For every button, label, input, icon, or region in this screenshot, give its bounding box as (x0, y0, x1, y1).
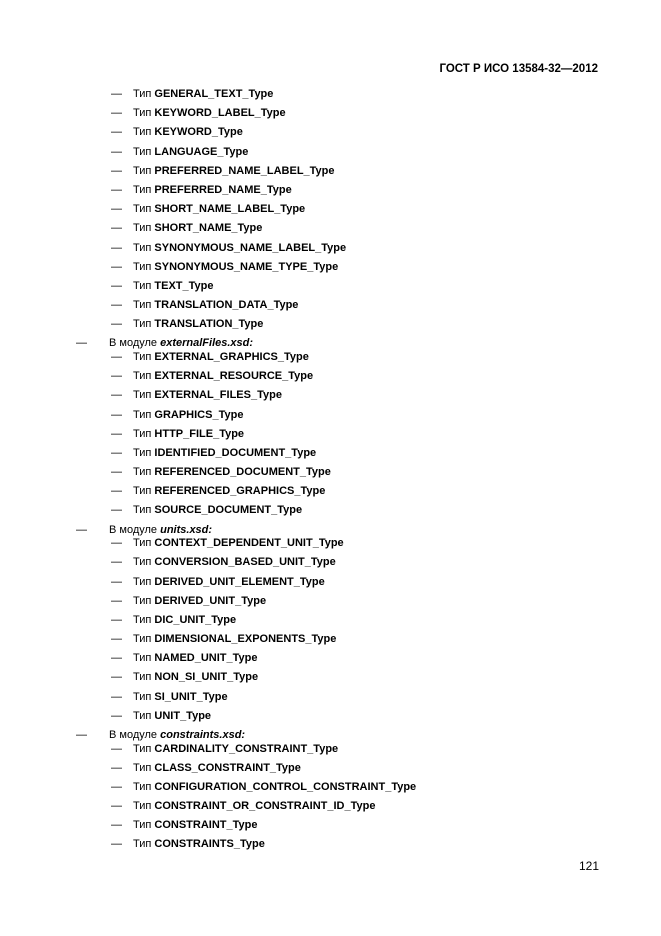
module-label (109, 728, 245, 742)
type-name: PREFERRED_NAME_Type (154, 183, 292, 196)
module-label (109, 523, 212, 537)
type-prefix: Тип (133, 780, 152, 793)
type-name: NON_SI_UNIT_Type (154, 671, 259, 684)
list-item (0, 317, 661, 336)
type-entry (133, 818, 258, 832)
list-item (0, 427, 661, 446)
type-name: CARDINALITY_CONSTRAINT_Type (154, 742, 339, 755)
type-name: CONVERSION_BASED_UNIT_Type (154, 556, 336, 569)
module-colon: : (208, 523, 213, 536)
type-prefix: Тип (133, 575, 152, 588)
list-dash: — (111, 709, 122, 722)
type-prefix: Тип (133, 126, 152, 139)
type-prefix: Тип (133, 203, 152, 216)
type-name: DERIVED_UNIT_Type (154, 594, 267, 607)
module-colon: : (241, 729, 246, 741)
type-prefix: Тип (133, 279, 152, 292)
type-name: SHORT_NAME_Type (154, 222, 263, 235)
type-entry (133, 690, 228, 704)
type-entry (133, 484, 325, 498)
type-prefix: Тип (133, 427, 152, 440)
type-prefix: Тип (133, 222, 152, 235)
list-item (0, 106, 661, 125)
list-item (0, 369, 661, 388)
type-prefix: Тип (133, 318, 152, 331)
list-item (0, 350, 661, 369)
type-name: SI_UNIT_Type (154, 690, 228, 703)
type-prefix: Тип (133, 466, 152, 479)
type-name: CONTEXT_DEPENDENT_UNIT_Type (154, 537, 344, 550)
list-dash: — (111, 466, 122, 479)
type-name: SOURCE_DOCUMENT_Type (154, 504, 303, 517)
type-prefix: Тип (133, 652, 152, 665)
list-dash: — (111, 742, 122, 755)
list-dash: — (111, 241, 122, 254)
type-entry (133, 670, 258, 684)
module-heading (0, 728, 661, 742)
type-entry (133, 145, 248, 159)
list-dash: — (111, 800, 122, 813)
type-entry (133, 503, 302, 517)
list-item (0, 503, 661, 522)
list-item (0, 298, 661, 317)
type-name: REFERENCED_DOCUMENT_Type (154, 466, 331, 479)
type-entry (133, 241, 346, 255)
type-entry (133, 221, 262, 235)
type-prefix: Тип (133, 690, 152, 703)
type-name: LANGUAGE_Type (154, 145, 249, 158)
list-item (0, 555, 661, 574)
type-entry (133, 427, 244, 441)
list-dash: — (111, 145, 122, 158)
list-item (0, 145, 661, 164)
list-item (0, 446, 661, 465)
type-entry (133, 183, 292, 197)
type-name: EXTERNAL_GRAPHICS_Type (154, 350, 309, 363)
type-entry (133, 761, 301, 775)
type-name: TEXT_Type (154, 279, 214, 292)
list-item (0, 484, 661, 503)
type-name: PREFERRED_NAME_LABEL_Type (154, 164, 335, 177)
type-name: REFERENCED_GRAPHICS_Type (154, 485, 326, 498)
module-prefix: В модуле (109, 729, 158, 741)
module-prefix: В модуле (109, 337, 158, 350)
module-label (109, 336, 253, 350)
type-entry (133, 87, 273, 101)
module-prefix: В модуле (109, 523, 158, 536)
type-name: UNIT_Type (154, 709, 212, 722)
list-item (0, 837, 661, 856)
list-item (0, 164, 661, 183)
module-heading (0, 523, 661, 537)
type-entry (133, 536, 344, 550)
type-prefix: Тип (133, 370, 152, 383)
type-name: SYNONYMOUS_NAME_LABEL_Type (154, 241, 347, 254)
type-prefix: Тип (133, 838, 152, 851)
type-prefix: Тип (133, 446, 152, 459)
list-dash: — (111, 203, 122, 216)
type-prefix: Тип (133, 260, 152, 273)
list-dash: — (111, 370, 122, 383)
type-entry (133, 651, 258, 665)
list-item (0, 183, 661, 202)
type-prefix: Тип (133, 183, 152, 196)
list-dash: — (111, 222, 122, 235)
list-dash: — (111, 780, 122, 793)
list-item (0, 575, 661, 594)
type-prefix: Тип (133, 408, 152, 421)
module-file-name: externalFiles.xsd (160, 337, 250, 350)
document-header: ГОСТ Р ИСО 13584-32—2012 (439, 63, 598, 75)
type-entry (133, 106, 286, 120)
list-dash: — (111, 299, 122, 312)
type-entry (133, 575, 325, 589)
list-item (0, 221, 661, 240)
list-dash: — (111, 537, 122, 550)
type-prefix: Тип (133, 671, 152, 684)
list-item (0, 632, 661, 651)
list-item (0, 651, 661, 670)
list-dash: — (76, 337, 87, 350)
list-dash: — (111, 556, 122, 569)
type-entry (133, 279, 214, 293)
type-entry (133, 555, 336, 569)
type-name: DIC_UNIT_Type (154, 613, 237, 626)
list-item (0, 202, 661, 221)
type-prefix: Тип (133, 88, 152, 100)
type-prefix: Тип (133, 800, 152, 813)
type-name: DERIVED_UNIT_ELEMENT_Type (154, 575, 325, 588)
type-prefix: Тип (133, 107, 152, 120)
list-dash: — (111, 819, 122, 832)
list-item (0, 709, 661, 728)
type-entry (133, 837, 265, 851)
page-number: 121 (578, 859, 599, 873)
list-item (0, 670, 661, 689)
type-prefix: Тип (133, 389, 152, 402)
module-file-name: units.xsd (160, 523, 209, 536)
module-heading (0, 336, 661, 350)
type-name: CLASS_CONSTRAINT_Type (154, 761, 301, 774)
type-name: CONFIGURATION_CONTROL_CONSTRAINT_Type (154, 780, 417, 793)
type-entry (133, 350, 309, 364)
type-entry (133, 388, 282, 402)
type-entry (133, 799, 375, 813)
type-entry (133, 298, 298, 312)
type-list (0, 87, 661, 857)
type-prefix: Тип (133, 241, 152, 254)
type-name: TRANSLATION_Type (154, 318, 264, 331)
type-name: CONSTRAINTS_Type (154, 838, 265, 851)
list-item (0, 799, 661, 818)
type-name: HTTP_FILE_Type (154, 427, 245, 440)
list-item (0, 241, 661, 260)
list-dash: — (111, 88, 122, 100)
type-name: EXTERNAL_FILES_Type (154, 389, 282, 402)
type-name: GRAPHICS_Type (154, 408, 244, 421)
type-name: KEYWORD_Type (154, 126, 243, 139)
type-entry (133, 465, 331, 479)
list-dash: — (111, 427, 122, 440)
type-name: CONSTRAINT_Type (154, 819, 258, 832)
list-dash: — (111, 107, 122, 120)
list-item (0, 818, 661, 837)
list-item (0, 87, 661, 106)
type-entry (133, 202, 305, 216)
list-item (0, 408, 661, 427)
list-dash: — (111, 652, 122, 665)
type-name: IDENTIFIED_DOCUMENT_Type (154, 446, 317, 459)
type-entry (133, 446, 316, 460)
type-entry (133, 164, 335, 178)
list-dash: — (111, 164, 122, 177)
list-item (0, 465, 661, 484)
type-prefix: Тип (133, 164, 152, 177)
list-dash: — (76, 523, 87, 536)
type-prefix: Тип (133, 709, 152, 722)
list-item (0, 260, 661, 279)
list-item (0, 279, 661, 298)
type-entry (133, 780, 416, 794)
type-entry (133, 260, 338, 274)
type-name: GENERAL_TEXT_Type (154, 88, 274, 100)
type-name: TRANSLATION_DATA_Type (154, 299, 299, 312)
list-dash: — (111, 183, 122, 196)
type-name: SHORT_NAME_LABEL_Type (154, 203, 306, 216)
list-item (0, 761, 661, 780)
list-dash: — (111, 485, 122, 498)
type-entry (133, 613, 236, 627)
type-entry (133, 408, 243, 422)
list-dash: — (111, 633, 122, 646)
list-item (0, 742, 661, 761)
list-dash: — (111, 318, 122, 331)
type-entry (133, 125, 243, 139)
type-prefix: Тип (133, 613, 152, 626)
type-entry (133, 709, 211, 723)
type-prefix: Тип (133, 537, 152, 550)
type-prefix: Тип (133, 504, 152, 517)
type-prefix: Тип (133, 761, 152, 774)
type-prefix: Тип (133, 819, 152, 832)
type-prefix: Тип (133, 350, 152, 363)
type-name: EXTERNAL_RESOURCE_Type (154, 370, 314, 383)
list-dash: — (111, 575, 122, 588)
type-prefix: Тип (133, 145, 152, 158)
list-dash: — (111, 126, 122, 139)
type-entry (133, 632, 336, 646)
list-dash: — (111, 838, 122, 851)
list-item (0, 125, 661, 144)
type-name: CONSTRAINT_OR_CONSTRAINT_ID_Type (154, 800, 376, 813)
type-prefix: Тип (133, 633, 152, 646)
type-name: NAMED_UNIT_Type (154, 652, 258, 665)
list-dash: — (111, 350, 122, 363)
module-colon: : (249, 337, 254, 350)
list-dash: — (111, 279, 122, 292)
list-dash: — (111, 389, 122, 402)
type-name: SYNONYMOUS_NAME_TYPE_Type (154, 260, 339, 273)
list-dash: — (111, 504, 122, 517)
list-item (0, 536, 661, 555)
list-dash: — (111, 613, 122, 626)
type-prefix: Тип (133, 556, 152, 569)
list-dash: — (111, 594, 122, 607)
list-dash: — (76, 729, 87, 741)
type-prefix: Тип (133, 485, 152, 498)
list-dash: — (111, 761, 122, 774)
list-dash: — (111, 260, 122, 273)
module-file-name: constraints.xsd (160, 729, 242, 741)
type-prefix: Тип (133, 594, 152, 607)
list-item (0, 690, 661, 709)
type-prefix: Тип (133, 299, 152, 312)
list-dash: — (111, 408, 122, 421)
type-prefix: Тип (133, 742, 152, 755)
type-entry (133, 742, 338, 756)
type-entry (133, 594, 266, 608)
type-entry (133, 369, 313, 383)
list-item (0, 594, 661, 613)
list-dash: — (111, 690, 122, 703)
list-dash: — (111, 446, 122, 459)
list-item (0, 388, 661, 407)
type-name: KEYWORD_LABEL_Type (154, 107, 286, 120)
list-item (0, 780, 661, 799)
type-name: DIMENSIONAL_EXPONENTS_Type (154, 633, 337, 646)
list-item (0, 613, 661, 632)
list-dash: — (111, 671, 122, 684)
type-entry (133, 317, 263, 331)
